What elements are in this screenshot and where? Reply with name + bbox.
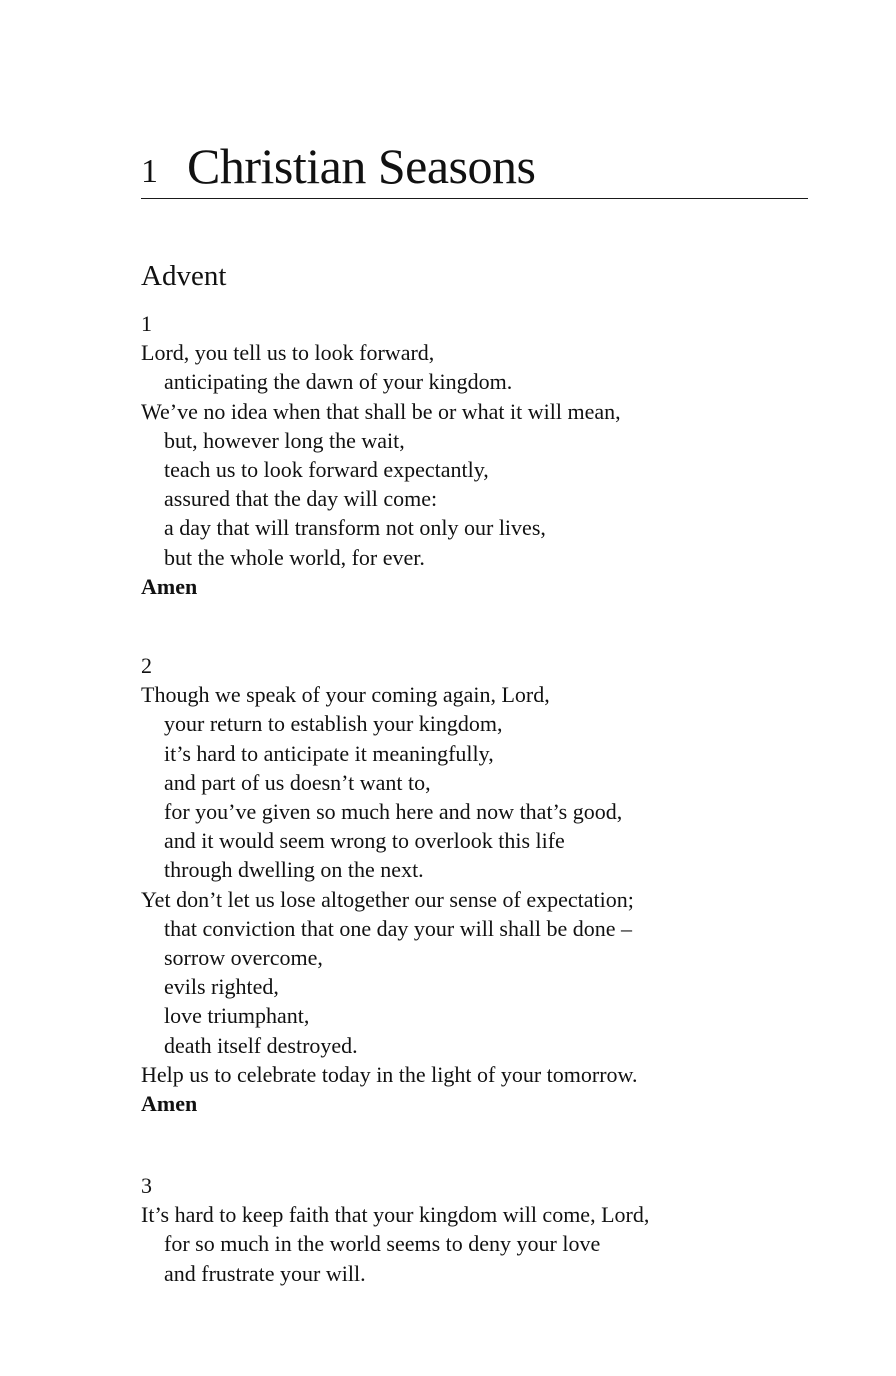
prayer-line: assured that the day will come: xyxy=(164,486,438,512)
prayer-amen: Amen xyxy=(141,573,198,599)
chapter-title: Christian Seasons xyxy=(187,138,536,194)
prayer-line: through dwelling on the next. xyxy=(164,857,424,883)
prayer-line: your return to establish your kingdom, xyxy=(164,711,503,737)
prayer-line: We’ve no idea when that shall be or what it will mean, xyxy=(141,398,621,424)
prayer-number: 3 xyxy=(141,1173,152,1198)
prayer-line: Though we speak of your coming again, Lord, xyxy=(141,682,550,708)
prayer-line: and frustrate your will. xyxy=(164,1260,366,1286)
prayer-line: anticipating the dawn of your kingdom. xyxy=(164,369,513,395)
chapter-number: 1 xyxy=(141,153,158,190)
prayer-line: but, however long the wait, xyxy=(164,427,405,453)
prayer-2 xyxy=(141,651,808,1118)
prayer-line: but the whole world, for ever. xyxy=(164,544,425,570)
prayer-number: 2 xyxy=(141,653,152,678)
prayer-line: Help us to celebrate today in the light of your tomorrow. xyxy=(141,1061,638,1087)
prayer-line: love triumphant, xyxy=(164,1003,310,1029)
prayer-line: Yet don’t let us lose altogether our sense of expectation; xyxy=(141,886,634,912)
section-heading: Advent xyxy=(141,260,227,292)
prayer-line: teach us to look forward expectantly, xyxy=(164,457,489,483)
prayer-line: and part of us doesn’t want to, xyxy=(164,769,431,795)
prayer-1 xyxy=(141,309,808,601)
prayer-line: for so much in the world seems to deny your love xyxy=(164,1231,601,1257)
prayer-amen: Amen xyxy=(141,1091,198,1117)
chapter-heading xyxy=(141,138,808,199)
prayer-line: that conviction that one day your will shall be done – xyxy=(164,915,633,941)
prayer-line: and it would seem wrong to overlook this life xyxy=(164,828,565,854)
prayer-line: Lord, you tell us to look forward, xyxy=(141,340,435,366)
prayer-3 xyxy=(141,1171,808,1288)
prayer-line: for you’ve given so much here and now that’s good, xyxy=(164,799,623,825)
prayer-line: it’s hard to anticipate it meaningfully, xyxy=(164,740,494,766)
prayer-line: It’s hard to keep faith that your kingdom will come, Lord, xyxy=(141,1202,650,1228)
prayer-number: 1 xyxy=(141,311,152,336)
prayer-line: sorrow overcome, xyxy=(164,945,323,971)
prayer-line: a day that will transform not only our lives, xyxy=(164,515,546,541)
prayer-line: evils righted, xyxy=(164,974,279,1000)
prayer-line: death itself destroyed. xyxy=(164,1032,358,1058)
